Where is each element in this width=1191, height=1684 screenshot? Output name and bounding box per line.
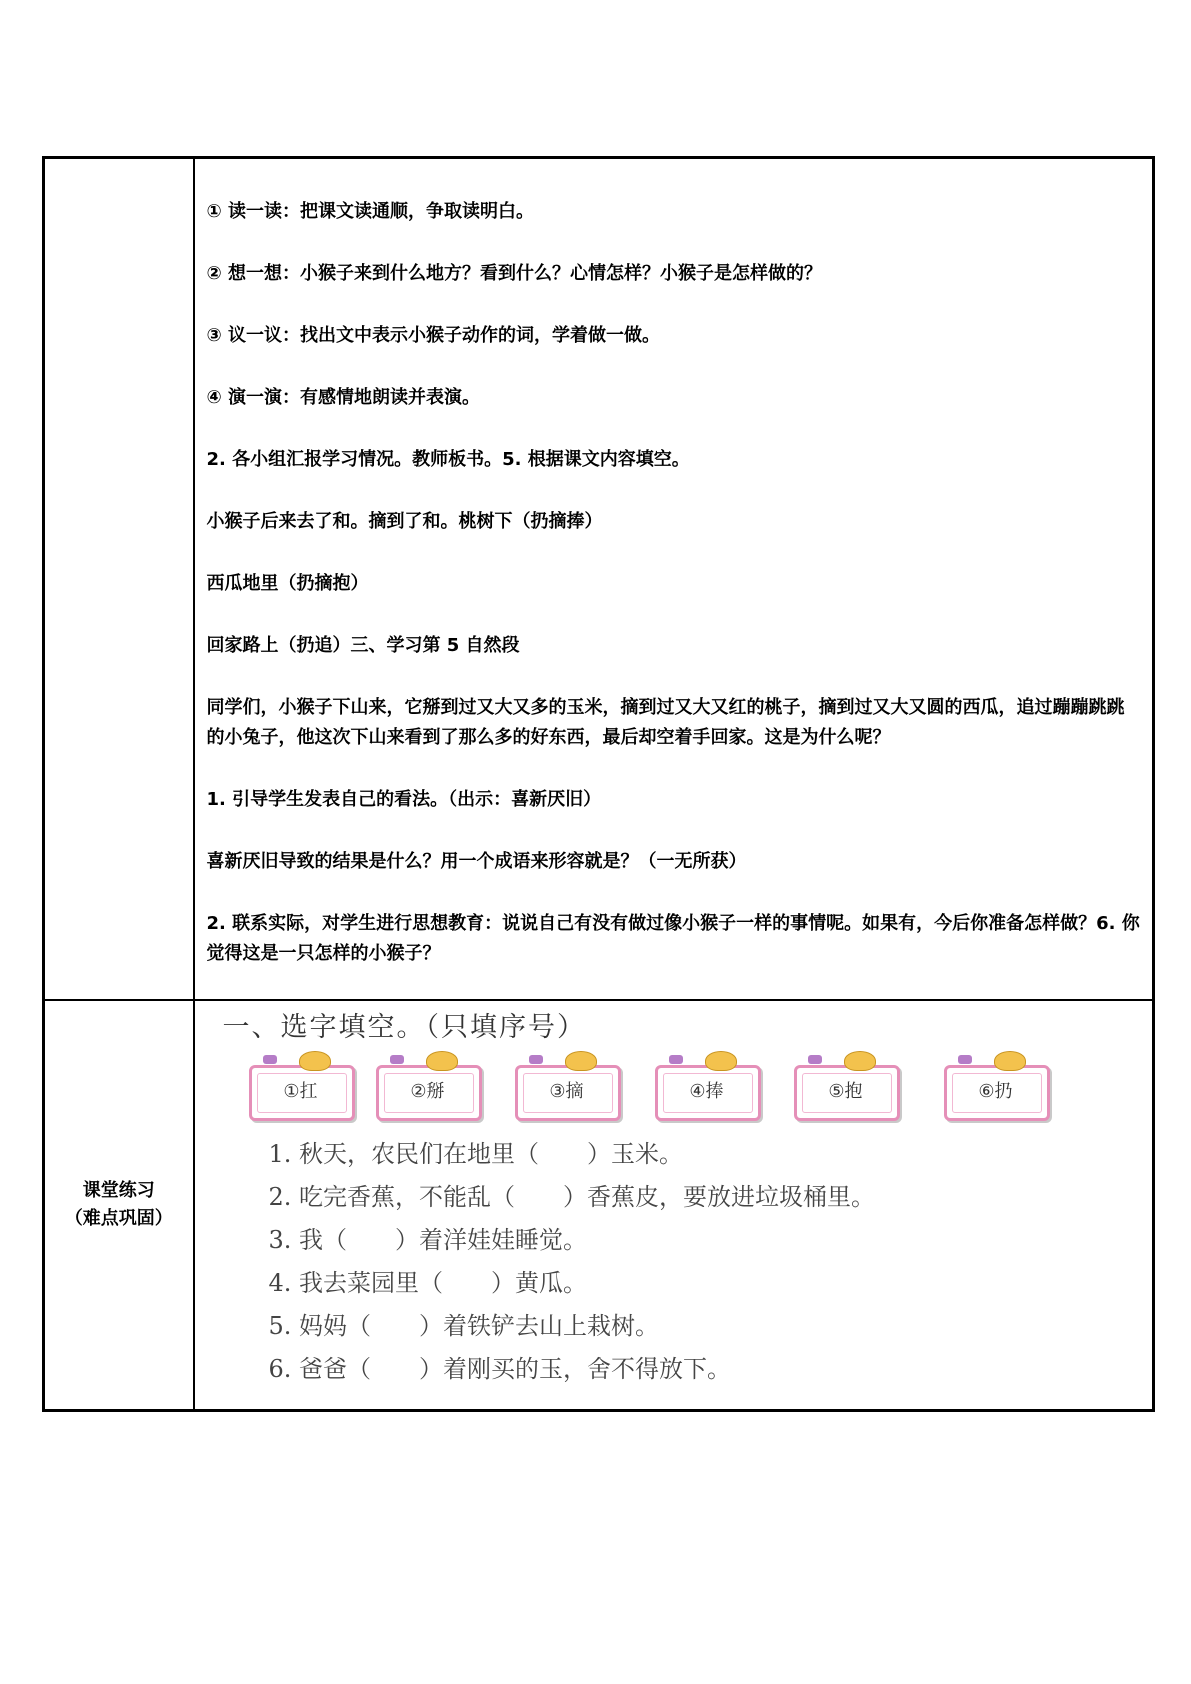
- exercise-image: [195, 1001, 1153, 1409]
- step-fill-1: 小猴子后来去了和。摘到了和。桃树下（扔摘捧）: [206, 511, 603, 532]
- practice-sublabel: （难点巩固）: [64, 1208, 173, 1229]
- option-card: [655, 1051, 759, 1115]
- steps-list: [195, 159, 1153, 969]
- exercise-cell: [194, 1000, 1154, 1411]
- step-think: ② 想一想：小猴子来到什么地方？看到什么？心情怎样？小猴子是怎样做的？: [206, 263, 823, 284]
- exercise-items: [269, 1133, 876, 1391]
- step-perform: ④ 演一演：有感情地朗读并表演。: [206, 387, 481, 408]
- gift-tag-icon: [390, 1055, 404, 1064]
- gift-tag-icon: [958, 1055, 972, 1064]
- option-card: [515, 1051, 619, 1115]
- step-fill-2: 西瓜地里（扔摘抱）: [206, 573, 369, 594]
- exercise-item: 2. 吃完香蕉，不能乱（ ）香蕉皮，要放进垃圾桶里。: [268, 1183, 876, 1211]
- option-label: ⑤抱: [828, 1081, 863, 1102]
- gift-bow-icon: [844, 1051, 876, 1071]
- option-cards: [249, 1051, 1109, 1121]
- exercise-item: 4. 我去菜园里（ ）黄瓜。: [268, 1269, 588, 1297]
- gift-tag-icon: [263, 1055, 277, 1064]
- teaching-process-row: [44, 158, 1154, 1001]
- exercise-item: 5. 妈妈（ ）着铁铲去山上栽树。: [268, 1312, 660, 1340]
- step-paragraph: 同学们，小猴子下山来，它掰到过又大又多的玉米，摘到过又大又红的桃子，摘到过又大又圆的西瓜，追过蹦蹦跳跳的小兔子，他这次下山来看到了那么多的好东西，最后却空着手回家。这是为什么呢？: [206, 697, 1125, 748]
- gift-bow-icon: [426, 1051, 458, 1071]
- option-label: ④捧: [689, 1081, 724, 1102]
- gift-bow-icon: [994, 1051, 1026, 1071]
- lesson-plan-table: [42, 156, 1155, 1412]
- step-discuss: ③ 议一议：找出文中表示小猴子动作的词，学着做一做。: [206, 325, 661, 346]
- option-card: [249, 1051, 353, 1115]
- step-read: ① 读一读：把课文读通顺，争取读明白。: [206, 201, 535, 222]
- step-report: 2. 各小组汇报学习情况。教师板书。5. 根据课文内容填空。: [206, 449, 690, 470]
- option-label: ⑥扔: [978, 1081, 1013, 1102]
- gift-bow-icon: [299, 1051, 331, 1071]
- gift-tag-icon: [529, 1055, 543, 1064]
- step-connect: 2. 联系实际，对学生进行思想教育：说说自己有没有做过像小猴子一样的事情呢。如果有，今后你准备怎样做？6. 你觉得这是一只怎样的小猴子？: [206, 913, 1140, 964]
- practice-label-cell: [44, 1000, 194, 1411]
- exercise-item: 1. 秋天，农民们在地里（ ）玉米。: [268, 1140, 684, 1168]
- empty-label-cell: [44, 158, 194, 1001]
- option-card: [944, 1051, 1048, 1115]
- gift-bow-icon: [705, 1051, 737, 1071]
- option-card: [376, 1051, 480, 1115]
- exercise-title: 一、选字填空。（只填序号）: [222, 1012, 586, 1043]
- exercise-item: 3. 我（ ）着洋娃娃睡觉。: [268, 1226, 588, 1254]
- gift-bow-icon: [565, 1051, 597, 1071]
- step-result: 喜新厌旧导致的结果是什么？用一个成语来形容就是？（一无所获）: [206, 851, 747, 872]
- practice-row: [44, 1000, 1154, 1411]
- step-guide: 1. 引导学生发表自己的看法。（出示：喜新厌旧）: [206, 789, 602, 810]
- step-fill-3: 回家路上（扔追）三、学习第 5 自然段: [206, 635, 520, 656]
- teaching-steps-cell: [194, 158, 1154, 1001]
- option-label: ③摘: [549, 1081, 584, 1102]
- option-label: ①扛: [283, 1081, 318, 1102]
- gift-tag-icon: [669, 1055, 683, 1064]
- practice-label: 课堂练习: [82, 1180, 155, 1201]
- option-card: [794, 1051, 898, 1115]
- option-label: ②掰: [410, 1081, 445, 1102]
- exercise-item: 6. 爸爸（ ）着刚买的玉，舍不得放下。: [268, 1355, 732, 1383]
- gift-tag-icon: [808, 1055, 822, 1064]
